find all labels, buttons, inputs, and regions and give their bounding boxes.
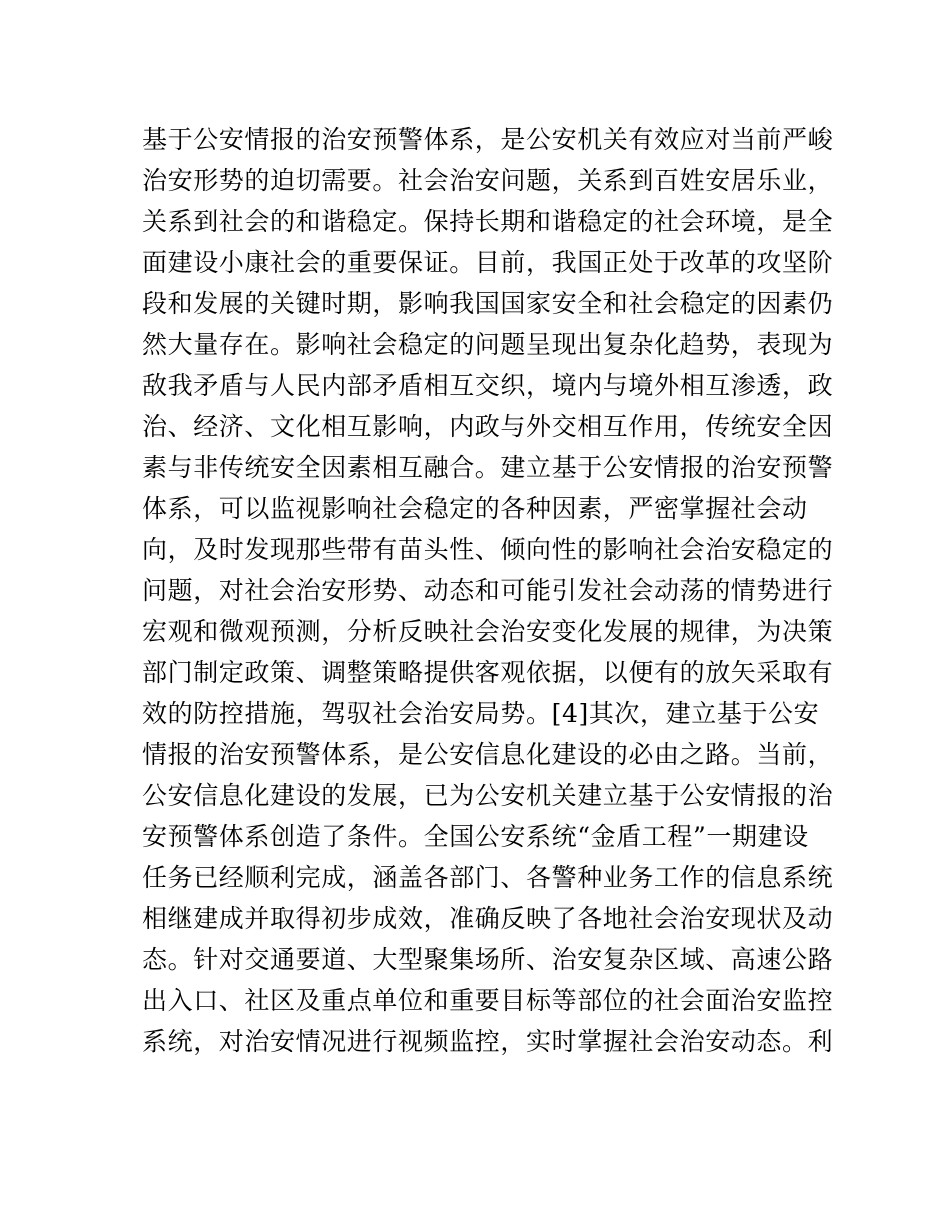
text-line: 任务已经顺利完成，涵盖各部门、各警种业务工作的信息系统 bbox=[142, 863, 834, 892]
text-line: 素与非传统安全因素相互融合。建立基于公安情报的治安预警 bbox=[142, 453, 834, 482]
text-line: 敌我矛盾与人民内部矛盾相互交织，境内与境外相互渗透，政 bbox=[142, 371, 834, 400]
text-line: 关系到社会的和谐稳定。保持长期和谐稳定的社会环境，是全 bbox=[142, 207, 834, 236]
text-line: 体系，可以监视影响社会稳定的各种因素，严密掌握社会动 bbox=[142, 494, 808, 523]
text-line: 情报的治安预警体系，是公安信息化建设的必由之路。当前， bbox=[142, 740, 834, 769]
text-line: 相继建成并取得初步成效，准确反映了各地社会治安现状及动 bbox=[142, 904, 834, 933]
text-line: 安预警体系创造了条件。全国公安系统“金盾工程”一期建设 bbox=[142, 822, 809, 851]
text-line: 系统，对治安情况进行视频监控，实时掌握社会治安动态。利 bbox=[142, 1027, 834, 1056]
text-line: 公安信息化建设的发展，已为公安机关建立基于公安情报的治 bbox=[142, 781, 834, 810]
text-line: 态。针对交通要道、大型聚集场所、治安复杂区域、高速公路 bbox=[142, 945, 834, 974]
body-paragraph bbox=[142, 119, 834, 1062]
text-line: 然大量存在。影响社会稳定的问题呈现出复杂化趋势，表现为 bbox=[142, 330, 834, 359]
text-line: 向，及时发现那些带有苗头性、倾向性的影响社会治安稳定的 bbox=[142, 535, 834, 564]
text-line: 出入口、社区及重点单位和重要目标等部位的社会面治安监控 bbox=[142, 986, 834, 1015]
text-line: 问题，对社会治安形势、动态和可能引发社会动荡的情势进行 bbox=[142, 576, 834, 605]
text-line: 宏观和微观预测，分析反映社会治安变化发展的规律，为决策 bbox=[142, 617, 834, 646]
text-line: 效的防控措施，驾驭社会治安局势。[4]其次，建立基于公安 bbox=[142, 699, 820, 728]
text-line: 治、经济、文化相互影响，内政与外交相互作用，传统安全因 bbox=[142, 412, 834, 441]
text-line: 基于公安情报的治安预警体系，是公安机关有效应对当前严峻 bbox=[142, 125, 834, 154]
text-line: 部门制定政策、调整策略提供客观依据，以便有的放矢采取有 bbox=[142, 658, 834, 687]
text-line: 面建设小康社会的重要保证。目前，我国正处于改革的攻坚阶 bbox=[142, 248, 834, 277]
text-line: 治安形势的迫切需要。社会治安问题，关系到百姓安居乐业， bbox=[142, 166, 834, 195]
text-line: 段和发展的关键时期，影响我国国家安全和社会稳定的因素仍 bbox=[142, 289, 834, 318]
